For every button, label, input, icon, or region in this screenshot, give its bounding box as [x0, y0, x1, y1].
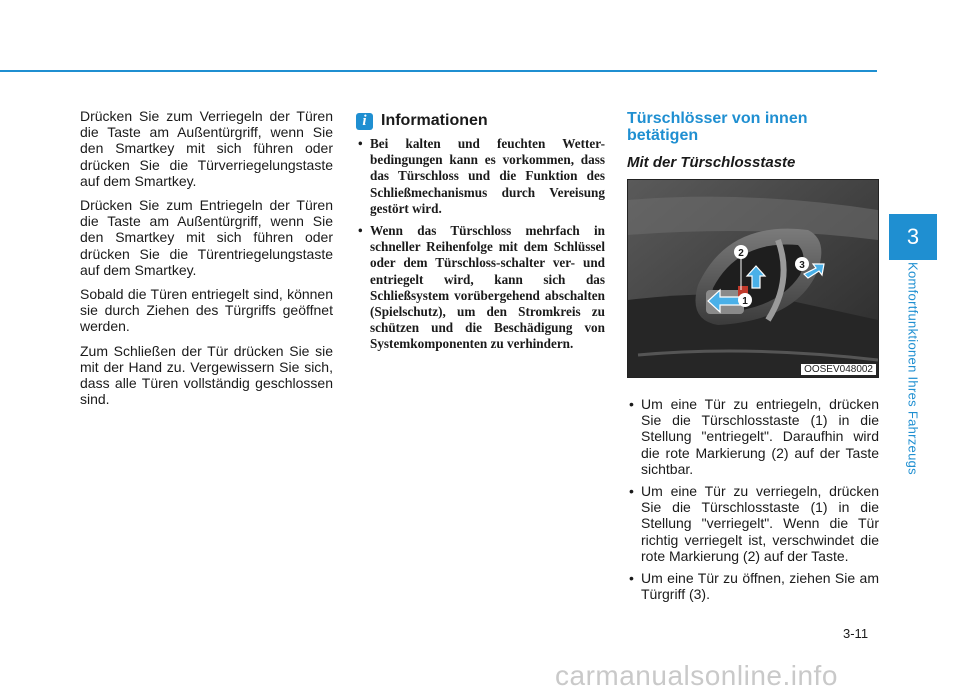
instruction-list — [627, 396, 879, 602]
information-title: Informationen — [381, 112, 488, 129]
svg-text:3: 3 — [799, 260, 805, 271]
header-rule — [0, 70, 877, 72]
chapter-title-text: Komfortfunktionen Ihres Fahrzeugs — [905, 262, 921, 475]
instruction-item: • Um eine Tür zu entriegeln, drücken Sie die Türschlosstaste (1) in die Stellung "entriegelt". Daraufhin wird die rote Markierung (2) auf der Taste sichtbar. — [627, 396, 879, 477]
info-icon: i — [356, 113, 373, 130]
column-left — [80, 108, 333, 415]
information-list — [356, 136, 605, 353]
section-title: Türschlösser von innen betätigen — [627, 110, 808, 144]
callout-3 — [795, 257, 809, 271]
sub-title: Mit der Türschlosstaste — [627, 154, 796, 171]
paragraph: Drücken Sie zum Entriegeln der Türen die Taste am Außentürgriff, wenn Sie den Smartkey mit sich führen oder drücken Sie die Türentriegelungstaste auf dem Smartkey. — [80, 197, 333, 278]
chapter-number-tab: 3 — [889, 214, 937, 260]
svg-text:1: 1 — [742, 296, 748, 307]
paragraph: Sobald die Türen entriegelt sind, können sie durch Ziehen des Türgriffs geöffnet werden. — [80, 286, 333, 335]
page-number: 3-11 — [843, 626, 869, 641]
svg-text:2: 2 — [738, 248, 744, 259]
chapter-title — [903, 262, 923, 502]
figure-code: OOSEV048002 — [801, 364, 876, 375]
callout-2 — [734, 245, 748, 259]
paragraph: Zum Schließen der Tür drücken Sie sie mit der Hand zu. Vergewissern Sie sich, dass alle Türen vollständig geschlossen sind. — [80, 342, 333, 408]
instruction-item: • Um eine Tür zu verriegeln, drücken Sie die Türschlosstaste (1) in die Stellung "verriegelt". Wenn die Tür richtig verriegelt ist, verschwindet die rote Markierung (2) auf der Taste. — [627, 483, 879, 564]
door-lock-figure — [627, 179, 879, 378]
information-header — [356, 112, 605, 130]
information-box — [356, 108, 605, 359]
paragraph: Drücken Sie zum Verriegeln der Türen die Taste am Außentürgriff, wenn Sie den Smartkey mit sich führen oder drücken Sie die Türverriegelungstaste auf dem Smartkey. — [80, 108, 333, 189]
information-item: • Bei kalten und feuchten Wetter-bedingungen kann es vorkommen, dass das Türschloss und die Funktion des Schließmechanismus durch Vereisung gestört wird. — [356, 136, 605, 217]
watermark: carmanualsonline.info — [555, 660, 838, 691]
door-panel-illustration — [628, 180, 878, 377]
instruction-item: • Um eine Tür zu öffnen, ziehen Sie am Türgriff (3). — [627, 570, 879, 602]
callout-1 — [738, 293, 752, 307]
information-item: • Wenn das Türschloss mehrfach in schneller Reihenfolge mit dem Schlüssel oder dem Türschloss-schalter ver- und entriegelt wird, kann sich das Schließsystem vorübergehend abschalten (Spielschutz), um den Stromkreis zu schützen und die Beschädigung von Systemkomponenten zu verhindern. — [356, 223, 605, 353]
column-right — [627, 108, 879, 608]
